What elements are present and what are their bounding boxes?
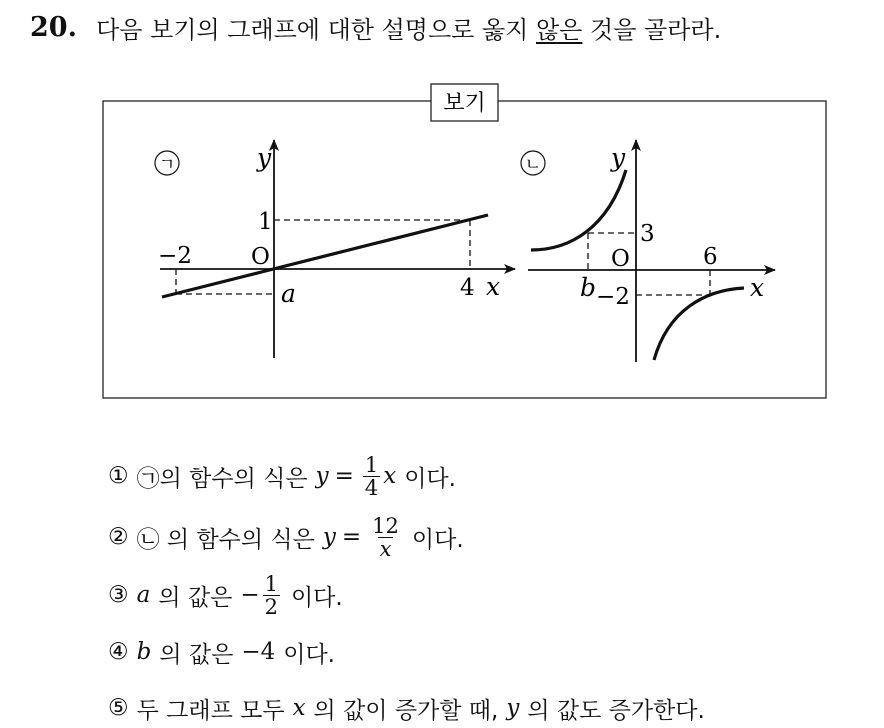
option-3-frac-den: 2 <box>264 594 278 619</box>
graph-a <box>155 140 515 358</box>
option-3-var: a <box>136 582 151 608</box>
option-2[interactable] <box>108 513 464 561</box>
option-1-pre: ㉠의 함수의 식은 <box>136 465 308 492</box>
graph-a-label-four: 4 <box>460 275 475 301</box>
graph-b-label-six: 6 <box>703 244 718 270</box>
option-3-frac-num: 1 <box>264 571 278 596</box>
option-5-var1: x <box>292 695 306 721</box>
option-1[interactable] <box>108 452 456 500</box>
graph-b <box>521 140 775 362</box>
graph-a-line <box>162 215 488 297</box>
option-5-number: ⑤ <box>108 695 129 721</box>
example-box-title: 보기 <box>443 91 486 116</box>
question-number: 20. <box>30 12 77 43</box>
option-2-eq: = <box>341 524 362 550</box>
graph-b-marker: ㄴ <box>524 155 542 175</box>
graph-a-label-x: x <box>486 272 501 301</box>
option-1-frac-den: 4 <box>364 475 379 500</box>
graph-a-marker: ㄱ <box>158 155 176 175</box>
option-2-post: 이다. <box>411 526 464 553</box>
option-2-frac-den: x <box>379 536 392 561</box>
graph-b-label-origin: O <box>611 246 630 272</box>
graph-b-label-three: 3 <box>640 221 655 247</box>
option-5[interactable] <box>108 688 705 728</box>
option-1-post: 이다. <box>404 465 456 492</box>
option-5-var2: y <box>506 695 520 721</box>
graph-b-label-b: b <box>580 273 597 302</box>
option-1-eq: = <box>334 463 354 489</box>
option-1-frac-num: 1 <box>364 452 379 477</box>
option-3[interactable] <box>108 571 343 619</box>
graph-b-label-neg2: −2 <box>596 284 630 310</box>
question-text-before: 다음 보기의 그래프에 대한 설명으로 옳지 <box>96 16 529 44</box>
graph-a-label-neg2: −2 <box>158 243 192 269</box>
graph-a-label-a: a <box>281 279 296 308</box>
option-2-number: ② <box>108 524 129 550</box>
option-4-post: 이다. <box>283 641 335 668</box>
option-1-fraction <box>363 454 380 499</box>
option-2-frac-num: 12 <box>372 513 399 538</box>
option-2-fraction <box>370 515 401 560</box>
option-3-mid: 의 값은 <box>158 584 233 611</box>
question-text-underlined: 않은 <box>536 16 583 44</box>
graph-a-label-one: 1 <box>258 209 273 235</box>
option-4-number: ④ <box>108 639 129 665</box>
question-text-after: 것을 골라라. <box>590 16 722 44</box>
graph-b-curve-right <box>654 288 744 360</box>
graph-a-label-origin: O <box>251 244 270 270</box>
option-4-value: −4 <box>241 639 276 665</box>
option-4-mid: 의 값은 <box>159 641 234 668</box>
option-5-post: 의 값도 증가한다. <box>527 697 705 724</box>
option-1-post-var: x <box>383 463 397 489</box>
option-5-pre: 두 그래프 모두 <box>136 697 285 724</box>
graph-b-curve-left <box>531 170 626 250</box>
option-3-post: 이다. <box>290 584 343 611</box>
option-2-var: y <box>322 524 336 550</box>
option-1-var: y <box>315 463 329 489</box>
option-4-var: b <box>136 639 152 665</box>
option-3-fraction <box>263 573 280 618</box>
option-4[interactable] <box>108 632 335 672</box>
graph-a-label-y: y <box>257 143 272 172</box>
option-3-sign: − <box>240 582 260 608</box>
option-1-number: ① <box>108 463 129 489</box>
graph-b-label-y: y <box>611 143 626 172</box>
option-2-pre: ㉡ 의 함수의 식은 <box>136 526 315 553</box>
option-3-number: ③ <box>108 582 129 608</box>
option-5-mid: 의 값이 증가할 때, <box>313 697 499 724</box>
graph-b-label-x: x <box>750 273 765 302</box>
